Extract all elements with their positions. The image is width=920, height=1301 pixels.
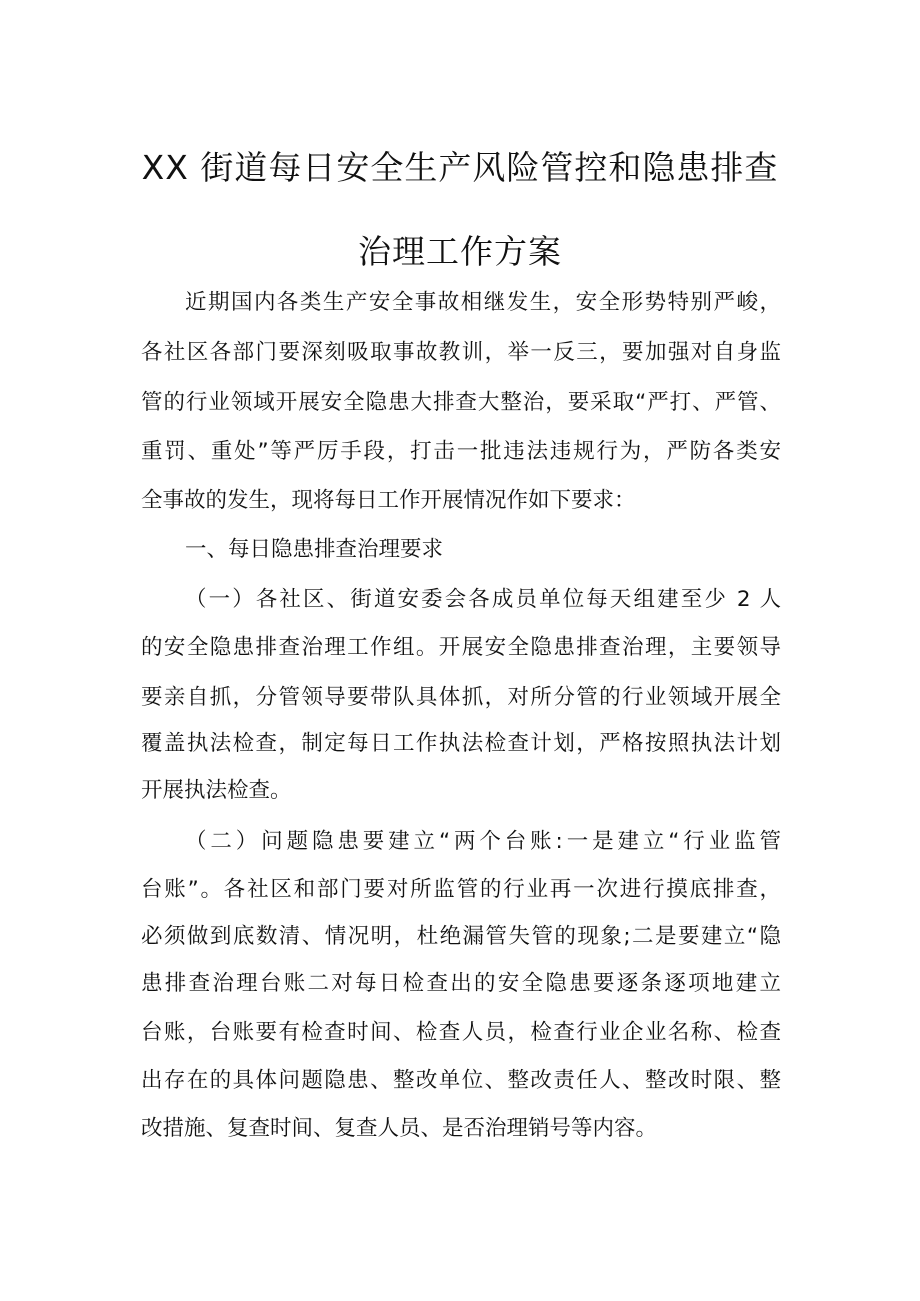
intro-paragraph-line: 重罚、重处”等严厉手段，打击一批违法违规行为，严防各类安	[141, 439, 781, 464]
item-1-line: 覆盖执法检查，制定每日工作执法检查计划，严格按照执法计划	[141, 731, 781, 756]
item-2-line: 台账，台账要有检查时间、检查人员，检查行业企业名称、检查	[141, 1020, 781, 1045]
document-title-line-1: XX 街道每日安全生产风险管控和隐患排查	[141, 148, 779, 187]
item-2-line: 改措施、复查时间、复查人员、是否治理销号等内容。	[141, 1116, 658, 1141]
item-2-line: 出存在的具体问题隐患、整改单位、整改责任人、整改时限、整	[141, 1068, 781, 1093]
item-1-line: 的安全隐患排查治理工作组。开展安全隐患排查治理，主要领导	[141, 635, 781, 660]
item-2-line: 必须做到底数清、情况明，杜绝漏管失管的现象;二是要建立“隐	[141, 924, 781, 949]
item-1-line: 要亲自抓，分管领导要带队具体抓，对所分管的行业领域开展全	[141, 685, 781, 710]
intro-paragraph-line: 各社区各部门要深刻吸取事故教训，举一反三，要加强对自身监	[141, 340, 781, 365]
item-1-line: 开展执法检查。	[141, 778, 292, 803]
intro-paragraph-line: 管的行业领域开展安全隐患大排查大整治，要采取“严打、严管、	[141, 390, 781, 415]
item-2-line: 患排查治理台账二对每日检查出的安全隐患要逐条逐项地建立	[141, 971, 781, 996]
document-title-line-2: 治理工作方案	[358, 232, 562, 271]
item-2-line: 台账”。各社区和部门要对所监管的行业再一次进行摸底排查，	[141, 877, 781, 902]
intro-paragraph-line: 近期国内各类生产安全事故相继发生，安全形势特别严峻，	[185, 290, 781, 315]
item-1-line: （一）各社区、街道安委会各成员单位每天组建至少 2 人	[185, 587, 781, 612]
item-2-line: （二）问题隐患要建立“两个台账:一是建立“行业监管	[185, 829, 781, 854]
intro-paragraph-line: 全事故的发生，现将每日工作开展情况作如下要求：	[141, 488, 636, 513]
section-heading: 一、每日隐患排查治理要求	[185, 537, 444, 562]
